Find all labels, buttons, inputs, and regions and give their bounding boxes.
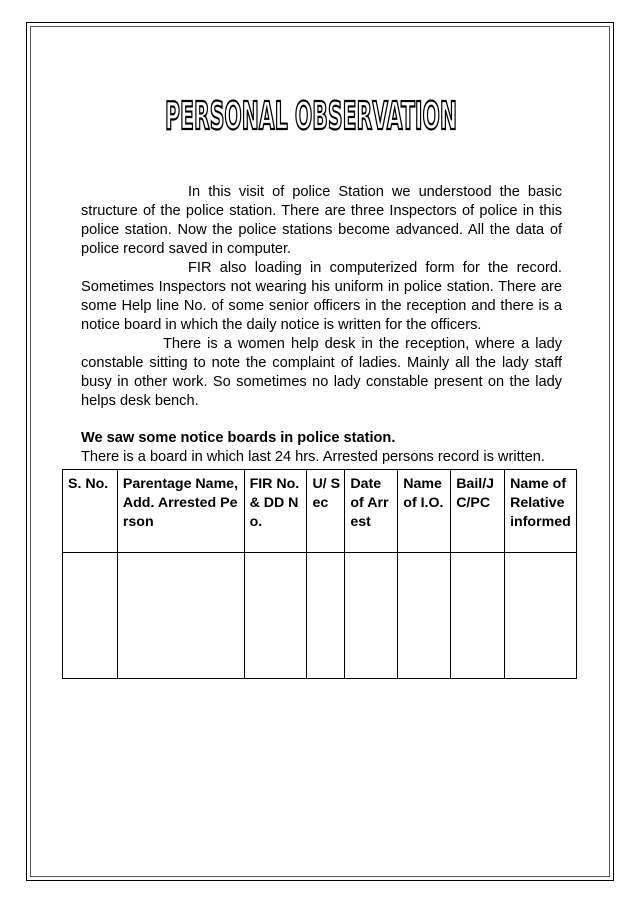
table-cell [451,553,505,679]
col-header-name-of-io: Name of I.O. [398,470,451,553]
paragraph-structure: In this visit of police Station we understood the basic structure of the police station. There are three Inspectors of police in this police station. Now the police stations become advanced. All the data of police record saved in computer. [81,184,562,257]
col-header-bail: Bail/J C/PC [451,470,505,553]
notice-boards-subheading: We saw some notice boards in police station. [81,430,396,446]
board-note: There is a board in which last 24 hrs. Arrested persons record is written. [81,449,545,465]
col-header-arrested-person: Parentage Name, Add. Arrested Person [117,470,244,553]
observation-body [81,183,562,467]
table-cell [63,553,118,679]
col-header-fir-dd-no: FIR No.& DD No. [244,470,307,553]
arrest-record-table [62,469,577,679]
table-cell [307,553,345,679]
col-header-s-no: S. No. [63,470,118,553]
paragraph-women-desk: There is a women help desk in the reception, where a lady constable sitting to note the complaint of ladies. Mainly all the lady staff busy in other work. So sometimes no lady constable present on the lady helps desk bench. [81,336,562,409]
table-cell [398,553,451,679]
table-cell [505,553,577,679]
page-title-text: PERSONAL OBSERVATION [165,94,457,138]
col-header-relative-informed: Name of Relative informed [505,470,577,553]
table-row [63,553,577,679]
table-cell [244,553,307,679]
table-header-row [63,470,577,553]
paragraph-fir: FIR also loading in computerized form for the record. Sometimes Inspectors not wearing his uniform in police station. There are some Help line No. of some senior officers in the reception and there is a notice board in which the daily notice is written for the officers. [81,260,562,333]
table-cell [345,553,398,679]
page-title [162,82,460,138]
col-header-u-sec: U/ Sec [307,470,345,553]
table-cell [117,553,244,679]
col-header-date-of-arrest: Date of Arrest [345,470,398,553]
